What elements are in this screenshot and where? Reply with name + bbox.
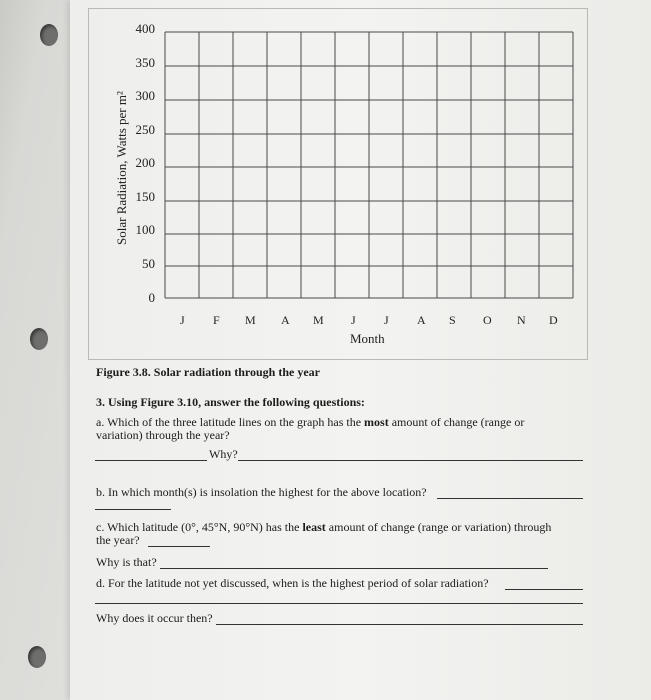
month-mar: M xyxy=(245,313,256,327)
question-3-heading: 3. Using Figure 3.10, answer the following questions: xyxy=(96,395,365,409)
y-tick-350: 350 xyxy=(135,55,155,70)
y-axis-label: Solar Radiation, Watts per m² xyxy=(114,91,129,245)
question-c-why: Why is that? xyxy=(96,555,157,569)
chart-frame xyxy=(88,8,588,360)
question-a-bold: most xyxy=(364,415,389,429)
binder-hole-bottom xyxy=(28,646,46,668)
question-a-text-2: amount of change (range or xyxy=(388,415,525,429)
question-c-line1 xyxy=(96,520,551,535)
y-tick-250: 250 xyxy=(135,122,155,137)
question-b: b. In which month(s) is insolation the highest for the above location? xyxy=(96,485,427,499)
month-jun: J xyxy=(351,313,356,327)
month-jul: J xyxy=(384,313,389,327)
x-axis-label: Month xyxy=(350,331,385,346)
month-may: M xyxy=(313,313,324,327)
question-a-line2: variation) through the year? xyxy=(96,428,230,442)
binder-hole-top xyxy=(40,24,58,46)
question-a-why: Why? xyxy=(209,447,238,461)
question-c-text-2: amount of change (range or variation) through xyxy=(325,520,552,534)
answer-line-d-why[interactable] xyxy=(216,624,583,625)
month-sep: S xyxy=(449,313,456,327)
question-c-line2: the year? xyxy=(96,533,140,547)
answer-line-c-why[interactable] xyxy=(160,568,548,569)
answer-line-c[interactable] xyxy=(148,546,210,547)
month-feb: F xyxy=(213,313,220,327)
y-tick-100: 100 xyxy=(135,222,155,237)
month-nov: N xyxy=(517,313,526,327)
answer-line-b2[interactable] xyxy=(95,509,171,510)
figure-caption: Figure 3.8. Solar radiation through the year xyxy=(96,365,321,379)
y-tick-200: 200 xyxy=(135,155,155,170)
question-a-text-1: a. Which of the three latitude lines on the graph has the xyxy=(96,415,365,429)
question-d-why: Why does it occur then? xyxy=(96,611,213,625)
y-tick-0: 0 xyxy=(148,290,155,305)
answer-line-a-why[interactable] xyxy=(238,460,583,461)
month-apr: A xyxy=(281,313,290,327)
binder-hole-middle xyxy=(30,328,48,350)
month-aug: A xyxy=(417,313,426,327)
question-c-bold: least xyxy=(302,520,326,534)
answer-line-b[interactable] xyxy=(437,498,583,499)
y-tick-300: 300 xyxy=(135,88,155,103)
month-jan: J xyxy=(180,313,185,327)
answer-line-d2[interactable] xyxy=(95,603,583,604)
y-tick-400: 400 xyxy=(135,21,155,36)
month-oct: O xyxy=(483,313,492,327)
answer-line-a[interactable] xyxy=(95,460,207,461)
answer-line-d[interactable] xyxy=(505,589,583,590)
question-c-text-1: c. Which latitude (0°, 45°N, 90°N) has the xyxy=(96,520,303,534)
month-dec: D xyxy=(549,313,558,327)
y-tick-150: 150 xyxy=(135,189,155,204)
question-d: d. For the latitude not yet discussed, when is the highest period of solar radiation? xyxy=(96,576,489,590)
y-tick-50: 50 xyxy=(142,256,155,271)
